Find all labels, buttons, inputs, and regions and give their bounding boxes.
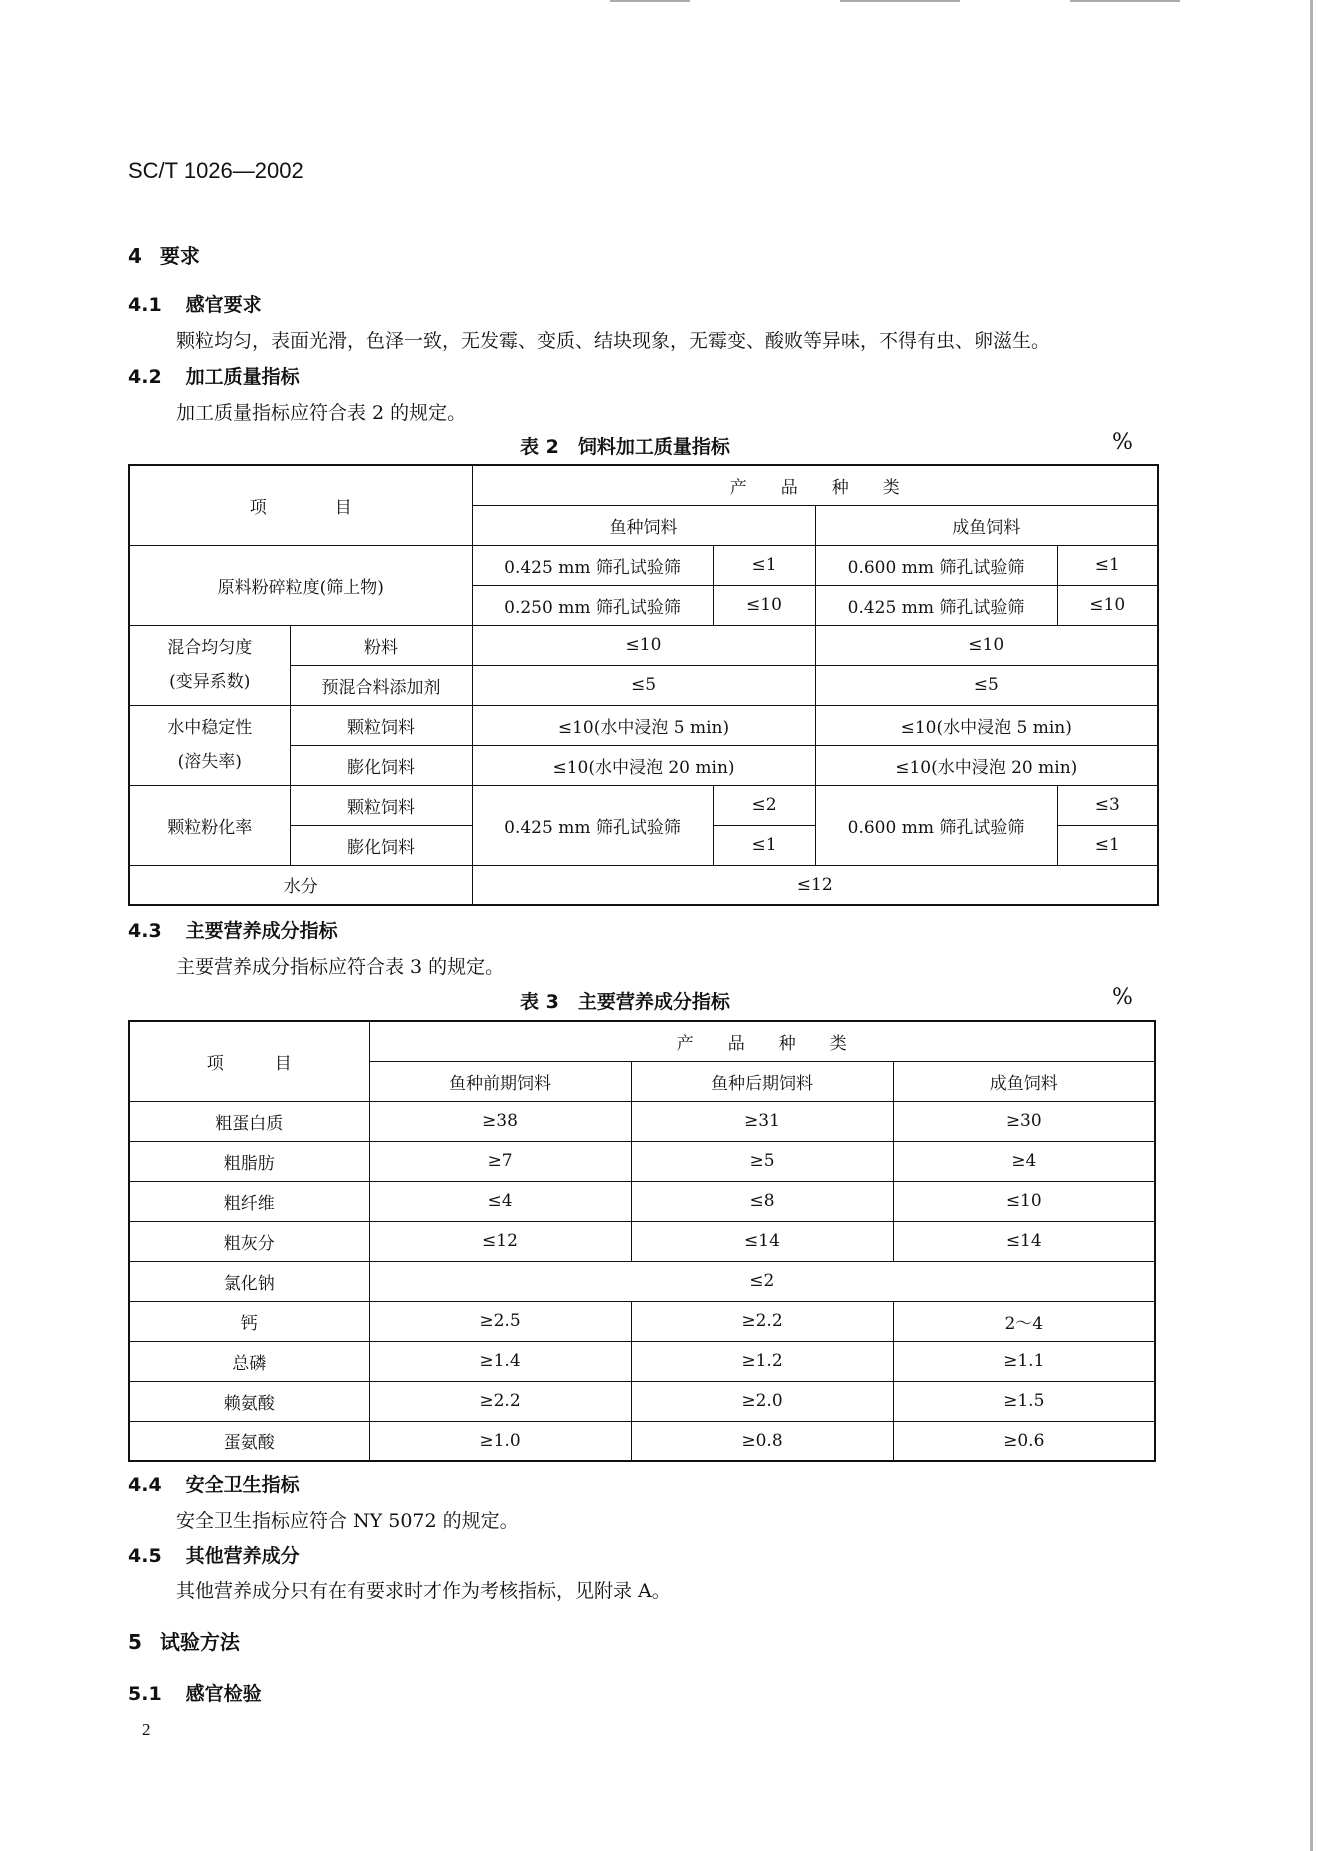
table-3-row-label: 氯化钠 [129, 1261, 369, 1301]
table-2-col-adult: 成鱼饲料 [815, 505, 1158, 545]
table-3-cell: ≥4 [893, 1141, 1155, 1181]
table-2-sub-label: 颗粒饲料 [290, 785, 472, 825]
table-3-cell: ≥1.2 [631, 1341, 893, 1381]
table-3-cell: ≤14 [893, 1221, 1155, 1261]
table-2-row-label: 原料粉碎粒度(筛上物) [129, 545, 472, 625]
table-2-cell: ≤3 [1057, 785, 1158, 825]
scan-mark [1070, 0, 1180, 2]
table-2-cell: ≤2 [713, 785, 815, 825]
table-2-unit: % [1112, 430, 1133, 455]
table-2-row-label: 水分 [129, 865, 472, 905]
section-4-4-heading: 4.4 安全卫生指标 [128, 1474, 300, 1496]
table-2-cell: 0.600 mm 筛孔试验筛 [815, 545, 1057, 585]
table-3-cell: ≥2.2 [369, 1381, 631, 1421]
table-2-label-line: 水中稳定性 [167, 718, 253, 738]
table-3-row-label: 粗灰分 [129, 1221, 369, 1261]
table-2-cell: 0.600 mm 筛孔试验筛 [815, 785, 1057, 865]
table-3-cell: 2～4 [893, 1301, 1155, 1341]
section-5-1-heading: 5.1 感官检验 [128, 1683, 262, 1705]
table-3-cell: ≤10 [893, 1181, 1155, 1221]
scan-mark [840, 0, 960, 2]
table-3-row-label: 粗纤维 [129, 1181, 369, 1221]
section-4-2-heading: 4.2 加工质量指标 [128, 366, 300, 388]
table-3-cell: ≤12 [369, 1221, 631, 1261]
table-2-cell: ≤10 [815, 625, 1158, 665]
table-2-cell: ≤10 [472, 625, 815, 665]
table-2-caption: 表 2 饲料加工质量指标 [520, 436, 730, 458]
table-2-label-line: (溶失率) [177, 752, 242, 772]
section-4-2-text: 加工质量指标应符合表 2 的规定。 [176, 402, 467, 424]
page-number: 2 [142, 1720, 151, 1739]
section-4-1-heading: 4.1 感官要求 [128, 294, 262, 316]
table-2-cell: ≤10(水中浸泡 5 min) [472, 705, 815, 745]
table-2-cell: 0.425 mm 筛孔试验筛 [815, 585, 1057, 625]
table-3-cell: ≤8 [631, 1181, 893, 1221]
table-2-cell: ≤10(水中浸泡 20 min) [472, 745, 815, 785]
section-4-3-heading: 4.3 主要营养成分指标 [128, 920, 338, 942]
table-2-row-label [129, 705, 290, 785]
section-4-3-text: 主要营养成分指标应符合表 3 的规定。 [176, 956, 505, 978]
table-2-sub-label: 膨化饲料 [290, 745, 472, 785]
table-3-row-label: 粗脂肪 [129, 1141, 369, 1181]
table-2-cell: ≤1 [713, 545, 815, 585]
table-2-cell: ≤10 [1057, 585, 1158, 625]
table-2-sub-label: 颗粒饲料 [290, 705, 472, 745]
table-3-cell: ≥30 [893, 1101, 1155, 1141]
table-3-cell: ≥1.4 [369, 1341, 631, 1381]
section-4-heading: 4 要求 [128, 244, 200, 268]
section-4-4-text: 安全卫生指标应符合 NY 5072 的规定。 [176, 1510, 519, 1532]
table-2-cell: ≤1 [1057, 825, 1158, 865]
table-3-cell: ≥0.8 [631, 1421, 893, 1461]
table-2-item-header: 项 目 [129, 465, 472, 545]
table-2-cell: ≤10(水中浸泡 5 min) [815, 705, 1158, 745]
table-2-label-line: 混合均匀度 [167, 638, 253, 658]
table-3-row-label: 蛋氨酸 [129, 1421, 369, 1461]
table-2-product-header: 产 品 种 类 [472, 465, 1158, 505]
section-5-heading: 5 试验方法 [128, 1630, 240, 1654]
table-3-col-header: 成鱼饲料 [893, 1061, 1155, 1101]
table-2-cell: ≤10 [713, 585, 815, 625]
section-4-5-text: 其他营养成分只有在有要求时才作为考核指标，见附录 A。 [176, 1580, 671, 1602]
table-3-cell: ≥1.0 [369, 1421, 631, 1461]
table-2-row-label [129, 625, 290, 705]
table-2-row-label: 颗粒粉化率 [129, 785, 290, 865]
table-2-cell: ≤5 [472, 665, 815, 705]
table-2-cell: ≤10(水中浸泡 20 min) [815, 745, 1158, 785]
table-2-cell: ≤12 [472, 865, 1158, 905]
table-2-cell: 0.250 mm 筛孔试验筛 [472, 585, 713, 625]
table-2-sub-label: 预混合料添加剂 [290, 665, 472, 705]
table-2-cell: ≤5 [815, 665, 1158, 705]
scan-mark [610, 0, 690, 2]
section-4-5-heading: 4.5 其他营养成分 [128, 1545, 300, 1567]
table-3-col-header: 鱼种后期饲料 [631, 1061, 893, 1101]
table-3-caption: 表 3 主要营养成分指标 [520, 991, 730, 1013]
table-3-cell: ≥1.1 [893, 1341, 1155, 1381]
table-3 [128, 1020, 1156, 1462]
scan-edge [1310, 0, 1313, 1851]
table-3-cell: ≥2.2 [631, 1301, 893, 1341]
table-2 [128, 464, 1159, 906]
table-3-cell: ≥2.0 [631, 1381, 893, 1421]
table-3-row-label: 总磷 [129, 1341, 369, 1381]
table-2-sub-label: 膨化饲料 [290, 825, 472, 865]
table-3-col-header: 鱼种前期饲料 [369, 1061, 631, 1101]
table-3-row-label: 赖氨酸 [129, 1381, 369, 1421]
table-3-product-header: 产 品 种 类 [369, 1021, 1155, 1061]
standard-code: SC/T 1026—2002 [128, 158, 304, 183]
table-3-cell: ≥31 [631, 1101, 893, 1141]
table-2-col-fingerling: 鱼种饲料 [472, 505, 815, 545]
table-2-label-line: (变异系数) [169, 672, 251, 692]
table-3-cell: ≥7 [369, 1141, 631, 1181]
table-3-cell: ≥1.5 [893, 1381, 1155, 1421]
table-3-cell: ≥2.5 [369, 1301, 631, 1341]
table-2-cell: 0.425 mm 筛孔试验筛 [472, 785, 713, 865]
table-3-unit: % [1112, 985, 1133, 1010]
table-3-cell: ≤4 [369, 1181, 631, 1221]
table-2-cell: 0.425 mm 筛孔试验筛 [472, 545, 713, 585]
table-3-cell: ≥5 [631, 1141, 893, 1181]
table-3-cell: ≤14 [631, 1221, 893, 1261]
table-2-sub-label: 粉料 [290, 625, 472, 665]
table-2-cell: ≤1 [1057, 545, 1158, 585]
section-4-1-text: 颗粒均匀，表面光滑，色泽一致，无发霉、变质、结块现象，无霉变、酸败等异味，不得有虫、卵滋生。 [176, 330, 1051, 352]
table-3-cell: ≥0.6 [893, 1421, 1155, 1461]
table-2-cell: ≤1 [713, 825, 815, 865]
table-3-item-header: 项 目 [129, 1021, 369, 1101]
table-3-cell: ≥38 [369, 1101, 631, 1141]
table-3-cell: ≤2 [369, 1261, 1155, 1301]
table-3-row-label: 粗蛋白质 [129, 1101, 369, 1141]
table-3-row-label: 钙 [129, 1301, 369, 1341]
